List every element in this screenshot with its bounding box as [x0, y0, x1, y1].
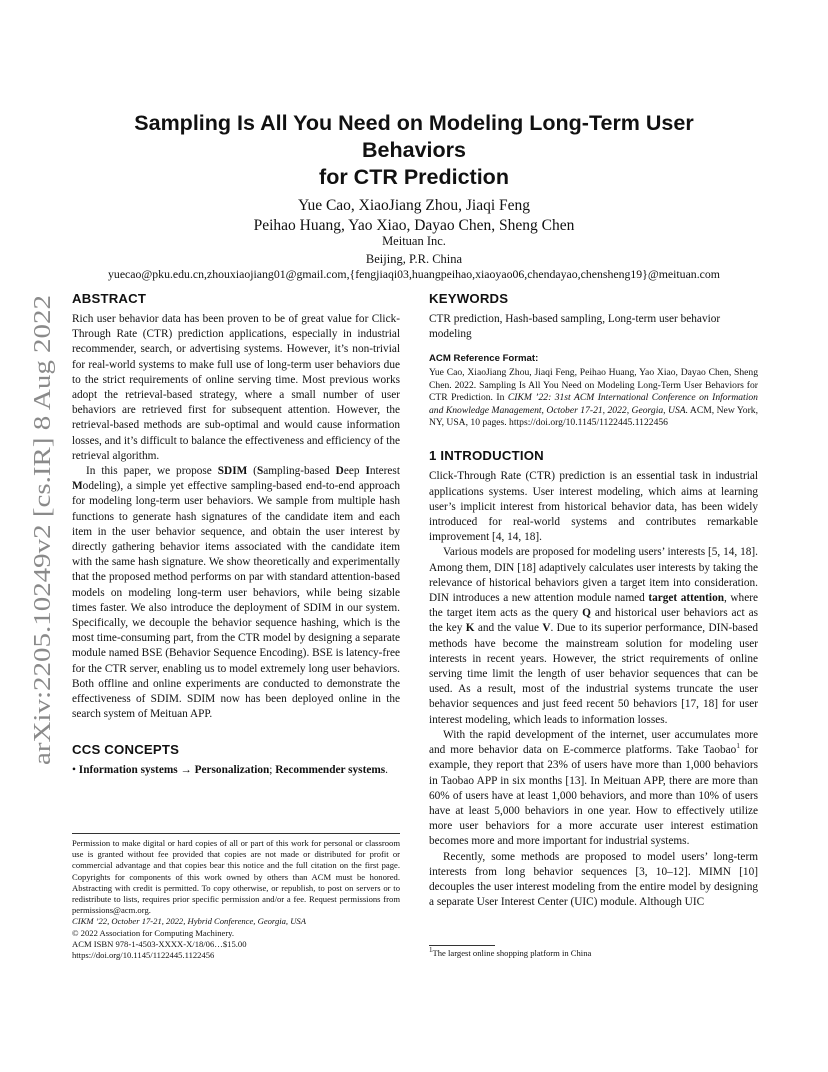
title-line-2: Behaviors [362, 138, 466, 162]
introduction-heading: 1 INTRODUCTION [429, 448, 544, 464]
abstract-paragraph-2 [72, 464, 400, 722]
intro-p2-b: , where the target item acts as the query [429, 592, 758, 620]
location: Beijing, P.R. China [365, 252, 463, 266]
intro-p2-c: and historical user behaviors act as the key [429, 607, 758, 635]
intro-p2-d: and the value [474, 622, 543, 635]
abstract-paragraph-1: Rich user behavior data has been proven to be of great value for Click-Through Rate (CTR) prediction applications, especially in industrial recommender, search, or advertising systems. However, it’s non-trivial for real-world systems to make full use of long-term user behaviors due to the strict requirements of online serving time. Most previous works adopt the retrieval-based strategy, where a small number of user behaviors are retrieved first for subsequent attention. However, the retrieval-based methods are sub-optimal and would cause information losses, and it’s difficult to balance the effectiveness and efficiency of the retrieval algorithm. [72, 313, 400, 462]
intro-p2-e: . Due to its superior performance, DIN-based methods have become the mainstream solution for modeling user interests in recent years. However, the strict requirements of online serving time limit the length of user behavior sequences that can be used. As a result, most of the industrial systems truncate the user behavior sequences and just feed recent 50 behaviors [17, 18] for user interest modeling, which leads to information losses. [429, 622, 759, 726]
author-emails: yuecao@pku.edu.cn,zhouxiaojiang01@gmail.com,{fengjiaqi03,huangpeihao,xiaoyao06,chendayao,chensheng19}@meituan.com [108, 267, 720, 281]
footnote-text: The largest online shopping platform in China [432, 948, 592, 958]
footnote-rule [429, 945, 495, 946]
footnote-ref-1: 1 [736, 742, 740, 751]
intro-paragraph-3 [429, 728, 758, 850]
target-attention-term: target attention [648, 592, 725, 605]
ccs-arrow: → [180, 764, 192, 777]
abstract-p2-a: In this paper, we propose [86, 465, 218, 478]
acm-ref-text-a: Yue Cao, XiaoJiang Zhou, Jiaqi Feng, Peihao Huang, Yao Xiao, Dayao Chen, Sheng Chen. 2022. Sampling Is All You Need on Modeling Long-Term User Behaviors for CTR Prediction. In [429, 367, 758, 404]
arxiv-stamp [28, 295, 58, 765]
symbol-k: K [465, 622, 475, 635]
intro-paragraph-2 [429, 545, 758, 727]
acm-ref-text-b: ACM, New York, NY, USA, 10 pages. https://doi.org/10.1145/1122445.1122456 [429, 404, 758, 429]
affiliation: Meituan Inc. [382, 234, 446, 248]
footnote [429, 948, 758, 959]
copyright-line: © 2022 Association for Computing Machinery. [72, 927, 235, 938]
right-column [429, 291, 758, 910]
title-line-3: for CTR Prediction [319, 165, 509, 189]
abstract-p2-e: nterest [369, 465, 400, 478]
abstract-heading: ABSTRACT [72, 291, 147, 306]
affiliation-block [70, 233, 758, 267]
ccs-item-personalization: Personalization [194, 764, 270, 777]
authors-line-1: Yue Cao, XiaoJiang Zhou, Jiaqi Feng [297, 197, 531, 214]
title-line-1: Sampling Is All You Need on Modeling Long-Term User [134, 111, 694, 135]
doi-line: https://doi.org/10.1145/1122445.1122456 [72, 950, 215, 961]
ccs-end: . [385, 764, 388, 777]
intro-paragraph-4: Recently, some methods are proposed to model users’ long-term interests from long behavior sequences [3, 10–12]. MIMN [10] decouples the user interest modeling from the entire model by designing a separate User Interest Center (UIC) module. Although UIC [429, 850, 758, 909]
symbol-q: Q [582, 607, 591, 620]
sdim-term: SDIM [217, 465, 248, 478]
acronym-s: S [256, 465, 264, 478]
ccs-bullet: • [72, 764, 76, 777]
acm-reference-label: ACM Reference Format: [429, 353, 539, 365]
permission-notice: Permission to make digital or hard copies of all or part of this work for personal or classroom use is granted without fee provided that copies are not made or distributed for profit or commercial advantage and that copies bear this notice and the full citation on the first page. Copyrights for components of this work owned by others than ACM must be honored. Abstracting with credit is permitted. To copy otherwise, or republish, to post on servers or to redistribute to lists, requires prior specific permission and/or a fee. Request permissions from permissions@acm.org. [72, 838, 400, 916]
symbol-v: V [542, 622, 551, 635]
abstract-p2-c: ampling-based [263, 465, 336, 478]
keywords-text: CTR prediction, Hash-based sampling, Long-term user behavior modeling [429, 313, 721, 341]
footnote-mark: 1 [429, 946, 433, 955]
intro-p3-b: for example, they report that 23% of users have more than 1,000 behaviors in Taobao APP in six months [13]. In Meituan APP, there are more than 60% of users have at least 1,000 behaviors, and more than 10% of users have at least 5,000 behaviors in one year. How to effectively utilize more user behaviors for a more accurate user interest estimation becomes more and more important for industrial systems. [429, 744, 759, 848]
left-column [72, 291, 400, 779]
authors-line-2: Peihao Huang, Yao Xiao, Dayao Chen, Sheng Chen [253, 217, 575, 234]
keywords-heading: KEYWORDS [429, 291, 509, 306]
ccs-concepts [72, 763, 400, 778]
acronym-d: D [335, 465, 344, 478]
arxiv-id-text: arXiv:2205.10249v2 [cs.IR] 8 Aug 2022 [30, 375, 56, 765]
ccs-item-recommender-systems: Recommender systems [275, 764, 386, 777]
ccs-heading: CCS CONCEPTS [72, 742, 180, 758]
intro-p2-a: Various models are proposed for modeling users’ interests [5, 14, 18]. Among them, DIN [18] adaptively calculates user interests by taking the relevance of historical behaviors given a target item into consideration. DIN introduces a new attention module named [429, 546, 758, 605]
acronym-m: M [72, 480, 83, 493]
paper-title [110, 110, 718, 191]
abstract-p2-f: odeling), a simple yet effective sampling-based end-to-end approach for modeling long-term user behaviors. We sample from multiple hash functions to generate hash signatures of the candidate item and each item in the user behavior sequence, and obtain the user interest by directly gathering behavior items associated with the candidate item with the same hash signature. We show theoretically and experimentally that the proposed method performs on par with standard attention-based models on modeling long-term user behaviors, while being sizable times faster. We also introduce the deployment of SDIM in our system. Specifically, we decouple the behavior sequence hashing, which is the most time-consuming part, from the CTR model by designing a separate module named BSE (Behavior Sequence Encoding). BSE is latency-free for the CTR server, enabling us to model extremely long user behaviors. Both offline and online experiments are conducted to demonstrate the effectiveness of SDIM. SDIM now has been deployed online in the search system of Meituan APP. [72, 480, 400, 721]
ccs-item-information-systems: Information systems [78, 764, 178, 777]
intro-paragraph-1: Click-Through Rate (CTR) prediction is an essential task in industrial applications systems. User interest modeling, which aims at learning user’s implicit interest from historical behavior data, has been widely introduced for real-world systems and contributes remarkable improvement [4, 14, 18]. [429, 470, 758, 544]
acm-reference-text [429, 367, 758, 429]
isbn-line: ACM ISBN 978-1-4503-XXXX-X/18/06…$15.00 [72, 938, 247, 949]
acm-ref-venue: CIKM ’22: 31st ACM International Conference on Information and Knowledge Management, October 17-21, 2022, Georgia, USA. [429, 392, 758, 416]
arxiv-stamp-svg [28, 295, 58, 765]
author-block [70, 196, 758, 236]
ccs-separator: ; [269, 764, 276, 777]
copyright-rule [72, 833, 400, 834]
abstract-p2-d: eep [343, 465, 366, 478]
intro-p3-a: With the rapid development of the internet, user accumulates more and more behavior data on E-commerce platforms. Take Taobao [429, 728, 758, 757]
abstract-p2-b: ( [247, 465, 257, 478]
acronym-i: I [365, 465, 370, 478]
copyright-block [72, 838, 400, 961]
conference-line: CIKM ’22, October 17-21, 2022, Hybrid Conference, Georgia, USA [72, 916, 306, 927]
